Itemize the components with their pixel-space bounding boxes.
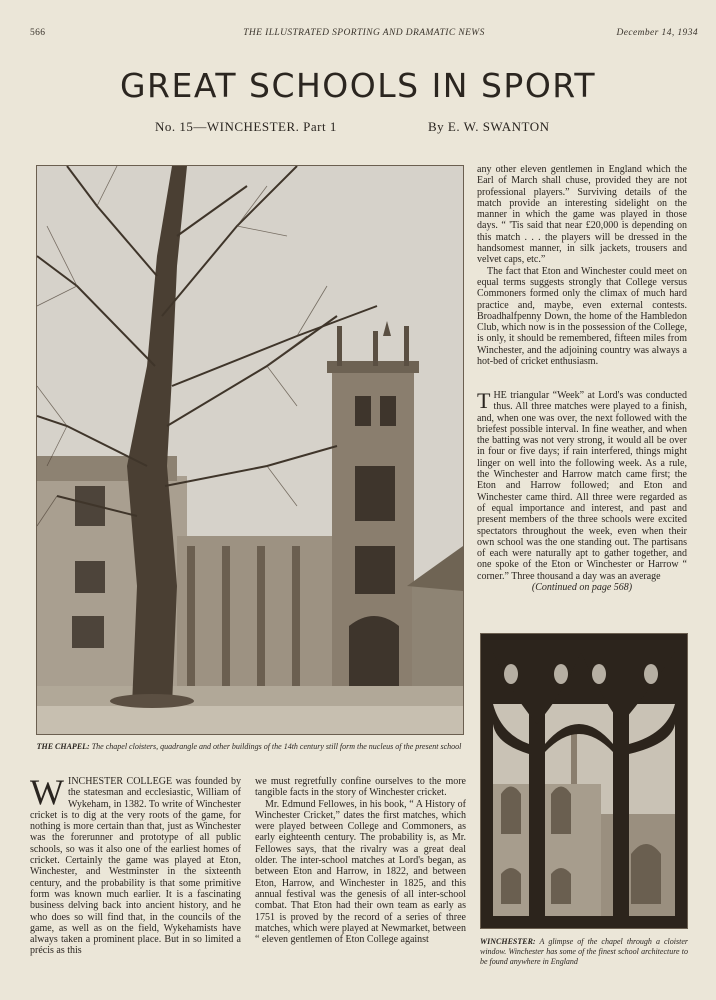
drop-cap: W	[30, 772, 64, 812]
running-header	[30, 28, 698, 42]
chapel-caption-text: The chapel cloisters, quadrangle and other buildings of the 14th century still form the nucleus of the present school	[91, 742, 462, 751]
cloister-photograph	[480, 633, 688, 929]
cloister-caption-label: WINCHESTER:	[480, 937, 536, 946]
article-paragraph	[30, 772, 241, 957]
article-column-3	[477, 164, 687, 367]
chapel-caption-label: THE CHAPEL:	[36, 742, 90, 751]
author-byline: By E. W. SWANTON	[428, 119, 550, 134]
cloister-photo-caption	[480, 937, 688, 967]
series-subtitle: No. 15—WINCHESTER. Part 1	[155, 119, 337, 134]
page-number: 566	[30, 28, 46, 38]
chapel-photo-illustration	[37, 166, 463, 734]
cloister-caption-text: A glimpse of the chapel through a cloister window. Winchester has some of the finest school architecture to be found anywhere in England	[480, 937, 689, 966]
article-column-1	[30, 772, 241, 957]
article-text: INCHESTER COLLEGE was founded by the statesman and ecclesiastic, William of Wykeham, in 1382. To write of Winchester cricket is to dig at the very roots of the game, for nothing is more certain than that, just as Winchester was the forerunner and prototype of all public schools, so was it also one of the earliest homes of cricket. Certainly the game was played at Eton, Winchester, and Westminster in the sixteenth century, and the probability is that some primitive form was known much earlier. It is a fascinating business delving back into ancient history, and he who does so will find that, in the councils of the game, as well as on the field, Wykehamists have always taken a prominent place. But in so limited a précis as this	[30, 776, 241, 957]
issue-date: December 14, 1934	[616, 28, 698, 38]
drop-cap: T	[477, 388, 491, 413]
article-paragraph: Mr. Edmund Fellowes, in his book, “ A History of Winchester Cricket,” dates the first matches, which were played between College and Commoners, as early eighteenth century. The probability is, as Mr. Fellowes says, that the rivalry was a great deal older. The inter-school matches at Lord's began, as between Eton and Harrow, in 1822, and between Eton, Harrow, and Winchester in 1825, and this annual festival was the genesis of all inter-school combat. That Eton had their own team as early as 1751 is proved by the record of a series of three matches, which were played at Newmarket, between “ eleven gentlemen of Eton College against	[255, 798, 466, 946]
article-paragraph: The fact that Eton and Winchester could meet on equal terms suggests strongly that College versus Commoners formed only the climax of much hard practice and, maybe, even external contests. Broadhalfpenny Down, the home of the Hambledon Club, which now is in the possession of the College, is only, it should be remembered, fifteen miles from Winchester, and the adjoining country was always a hot-bed of cricket enthusiasm.	[477, 265, 687, 368]
publication-title: THE ILLUSTRATED SPORTING AND DRAMATIC NEWS	[243, 28, 485, 38]
page-title: GREAT SCHOOLS IN SPORT	[119, 66, 596, 105]
chapel-photo-caption	[36, 742, 462, 752]
cloister-photo-illustration	[481, 634, 687, 928]
article-paragraph: we must regretfully confine ourselves to the more tangible facts in the story of Winchester cricket.	[255, 776, 466, 799]
chapel-photograph	[36, 165, 464, 735]
continued-note: (Continued on page 568)	[531, 582, 633, 594]
article-text: HE triangular “Week” at Lord's was conducted thus. All three matches were played to a finish, and, when one was over, the next followed with the briefest possible interval. In fine weather, and when the batting was not very strong, it would all be over in four or five days; if rain interfered, things might linger on well into the following week. As a rule, the Winchester and Harrow match came first; the Eton and Harrow followed; and Eton and Winchester came third. All three were regarded as of equal importance and interest, and past and present members of the three schools were excited spectators throughout the week, even when their own school was the one standing out. The partisans of each were naturally apt to gather together, and one spoke of the Eton or Winchester or Harrow “ corner.” Three thousand a day was an average	[477, 390, 687, 582]
article-column-2	[255, 776, 466, 945]
article-column-3-continued	[477, 390, 687, 593]
article-paragraph: any other eleven gentlemen in England which the Earl of March shall chuse, provided they are not professional players.” Surviving details of the match provide an interesting sidelight on the manner in which the game was played in those days. “ 'Tis said that near £20,000 is depending on this match . . . the players will be dressed in the handsomest manner, in silk jackets, trousers and velvet caps, etc.”	[477, 164, 687, 266]
article-paragraph	[477, 390, 687, 582]
